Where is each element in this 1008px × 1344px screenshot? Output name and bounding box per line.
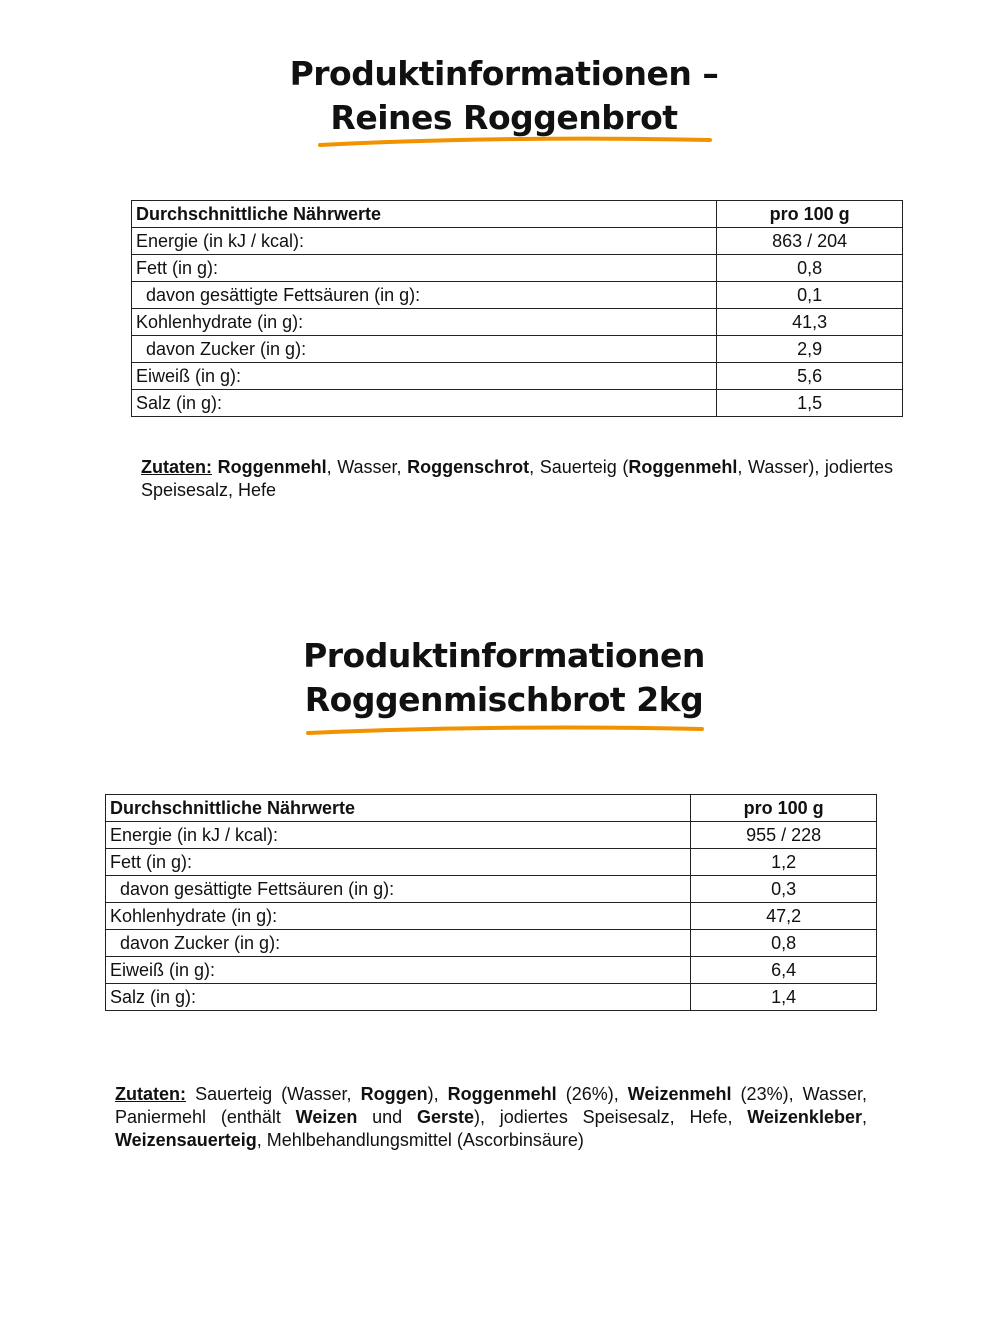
row-value: 2,9: [717, 336, 903, 363]
table-row: [132, 309, 903, 336]
row-label: Eiweiß (in g):: [132, 363, 717, 390]
header-cell: Durchschnittliche Nährwerte: [106, 795, 691, 822]
row-label: Eiweiß (in g):: [106, 957, 691, 984]
ingredient-text: ), jodiertes Speisesalz, Hefe,: [474, 1107, 748, 1127]
product-1-title: [0, 52, 1008, 140]
orange-underline-swoosh: [304, 722, 708, 738]
row-label: Kohlenhydrate (in g):: [106, 903, 691, 930]
allergen-text: Roggenmehl: [447, 1084, 557, 1104]
table-row: [106, 903, 877, 930]
ingredient-text: , Wasser,: [326, 457, 408, 477]
allergen-text: Weizen: [295, 1107, 358, 1127]
allergen-text: Roggen: [360, 1084, 428, 1104]
ingredient-text: ,: [861, 1107, 867, 1127]
row-value: 1,5: [717, 390, 903, 417]
allergen-text: Weizensauerteig: [115, 1130, 257, 1150]
table-row: [132, 282, 903, 309]
row-value: 41,3: [717, 309, 903, 336]
ingredient-text: , Wasser), jodiertes Speisesalz, Hefe: [141, 457, 893, 500]
table-row: [106, 984, 877, 1011]
product-1-ingredients: [141, 456, 893, 502]
row-label: davon gesättigte Fettsäuren (in g):: [132, 282, 717, 309]
allergen-text: Roggenschrot: [407, 457, 530, 477]
row-value: 1,2: [691, 849, 877, 876]
header-cell: pro 100 g: [691, 795, 877, 822]
table-row: [106, 849, 877, 876]
allergen-text: Weizenkleber: [747, 1107, 862, 1127]
row-label: Fett (in g):: [132, 255, 717, 282]
allergen-text: Roggenmehl: [217, 457, 327, 477]
row-value: 0,3: [691, 876, 877, 903]
table-row: [106, 876, 877, 903]
product-2-title: [0, 634, 1008, 722]
row-label: Energie (in kJ / kcal):: [106, 822, 691, 849]
row-label: Salz (in g):: [132, 390, 717, 417]
row-value: 863 / 204: [717, 228, 903, 255]
row-value: 5,6: [717, 363, 903, 390]
product-1-nutrition-table: [131, 200, 903, 417]
ingredients-label: Zutaten:: [141, 457, 212, 477]
table-row: [132, 363, 903, 390]
row-label: Kohlenhydrate (in g):: [132, 309, 717, 336]
table-row: [106, 957, 877, 984]
table-row: [106, 822, 877, 849]
table-row: [132, 390, 903, 417]
ingredient-text: Sauerteig (Wasser,: [195, 1084, 361, 1104]
row-label: Energie (in kJ / kcal):: [132, 228, 717, 255]
table-row: [132, 255, 903, 282]
ingredient-text: (26%),: [556, 1084, 628, 1104]
row-value: 1,4: [691, 984, 877, 1011]
row-value: 6,4: [691, 957, 877, 984]
row-label: davon Zucker (in g):: [106, 930, 691, 957]
table-row: [132, 228, 903, 255]
row-value: 47,2: [691, 903, 877, 930]
row-label: davon Zucker (in g):: [132, 336, 717, 363]
ingredients-text: [141, 457, 893, 500]
orange-underline-swoosh: [316, 134, 716, 150]
header-cell: pro 100 g: [717, 201, 903, 228]
ingredients-label: Zutaten:: [115, 1084, 186, 1104]
allergen-text: Gerste: [416, 1107, 474, 1127]
row-value: 0,1: [717, 282, 903, 309]
table-header-row: [132, 201, 903, 228]
row-label: davon gesättigte Fettsäuren (in g):: [106, 876, 691, 903]
row-value: 0,8: [717, 255, 903, 282]
product-2-nutrition-table: [105, 794, 877, 1011]
ingredients-text: [115, 1084, 867, 1150]
row-value: 0,8: [691, 930, 877, 957]
row-value: 955 / 228: [691, 822, 877, 849]
row-label: Fett (in g):: [106, 849, 691, 876]
ingredient-text: , Mehlbehandlungsmittel (Ascorbinsäure): [256, 1130, 584, 1150]
ingredient-text: und: [357, 1107, 417, 1127]
product-1-title-line1: Produktinformationen –: [289, 54, 719, 93]
allergen-text: Roggenmehl: [628, 457, 738, 477]
product-2-title-line2: Roggenmischbrot 2kg: [304, 680, 704, 719]
product-2-ingredients: [115, 1083, 867, 1152]
ingredient-text: (23%), Wasser, Paniermehl (enthält: [115, 1084, 867, 1127]
header-cell: Durchschnittliche Nährwerte: [132, 201, 717, 228]
table-row: [132, 336, 903, 363]
product-2-title-line1: Produktinformationen: [303, 636, 705, 675]
allergen-text: Weizenmehl: [627, 1084, 732, 1104]
table-row: [106, 930, 877, 957]
ingredient-text: , Sauerteig (: [529, 457, 629, 477]
table-header-row: [106, 795, 877, 822]
ingredient-text: ),: [427, 1084, 448, 1104]
product-1-title-line2: Reines Roggenbrot: [330, 98, 678, 137]
row-label: Salz (in g):: [106, 984, 691, 1011]
